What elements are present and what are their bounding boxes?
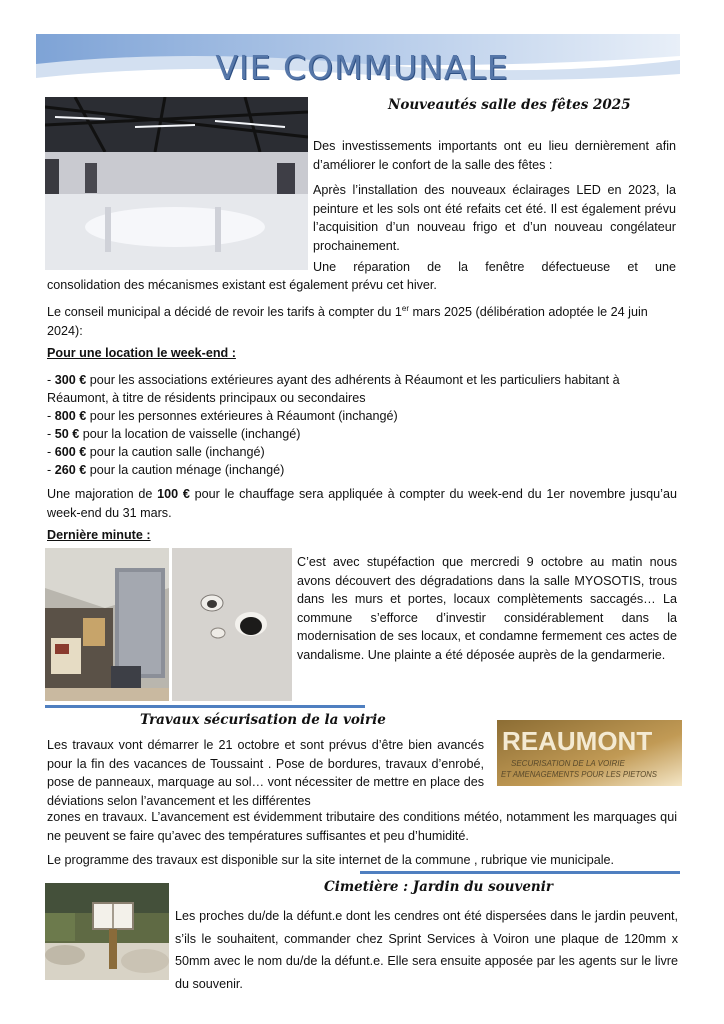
tarifs-intro-sup: er bbox=[401, 303, 410, 313]
tarif-item: - 800 € pour les personnes extérieures à Réaumont (inchangé) bbox=[47, 409, 398, 423]
vandalisme-photo-locaux bbox=[45, 548, 169, 701]
tarif-item: - 260 € pour la caution ménage (inchangé) bbox=[47, 463, 285, 477]
tarif-item: - 300 € pour les associations extérieures ayant des adhérents à Réaumont et les particuliers habitant à bbox=[47, 373, 620, 387]
travaux-paragraph-2: zones en travaux. L’avancement est évidemment tributaire des conditions météo, notamment les marquages qui ne peuvent se faire qu’avec des températures suffisantes et peu d’humidité. bbox=[47, 810, 677, 843]
logo-line-2: ET AMENAGEMENTS POUR LES PIETONS bbox=[501, 770, 657, 779]
reaumont-logo bbox=[497, 720, 682, 786]
travaux-heading: Travaux sécurisation de la voirie bbox=[140, 712, 386, 728]
travaux-paragraph-1: Les travaux vont démarrer le 21 octobre et sont prévus d’être bien avancés pour la fin des vacances de Toussaint . Pose de bordures, travaux d’enrobé, pose de panneaux, marquage au sol… vont nécessiter de mettre en place des déviations selon l’avancement et les différentes bbox=[47, 738, 484, 808]
section-divider bbox=[360, 871, 680, 874]
tarifs-intro bbox=[47, 303, 677, 340]
salle-paragraph-2: Après l’installation des nouveaux éclairages LED en 2023, la peinture et les sols ont été refaits cet été. Il est également prévu l’acquisition d’un nouveau frigo et d’un nouveau congélateur prochainement. bbox=[313, 183, 676, 253]
tarifs-intro-b: mars 2025 (délibération adoptée le 24 juin 2024): bbox=[47, 305, 648, 338]
salle-paragraph-3a: Une réparation de la fenêtre défectueuse et une bbox=[313, 260, 676, 274]
logo-word: REAUMONT bbox=[502, 726, 653, 756]
weekend-heading: Pour une location le week-end : bbox=[47, 346, 236, 360]
salle-des-fetes-photo bbox=[45, 97, 308, 270]
majoration-paragraph: Une majoration de 100 € pour le chauffage sera appliquée à compter du week-end du 1er novembre jusqu’au week-end du 31 mars. bbox=[47, 487, 677, 520]
tarif-item: - 50 € pour la location de vaisselle (inchangé) bbox=[47, 427, 301, 441]
derniere-minute-text: C’est avec stupéfaction que mercredi 9 octobre au matin nous avons découvert des dégradations dans la salle MYOSOTIS, trous dans les murs et portes, locaux complètements saccagés… La commune s’efforce d’investir considérablement dans la modernisation de ses locaux, et condamne fermement ces actes de vandalisme. Une plainte a été déposée auprès de la gendarmerie. bbox=[297, 555, 677, 662]
travaux-paragraph-3: Le programme des travaux est disponible sur la site internet de la commune , rubrique vie municipale. bbox=[47, 853, 615, 867]
logo-line-1: SECURISATION DE LA VOIRIE bbox=[511, 759, 625, 768]
tarif-item: Réaumont, à titre de résidents principaux ou secondaires bbox=[47, 391, 366, 405]
tarifs-intro-a: Le conseil municipal a décidé de revoir les tarifs à compter du 1 bbox=[47, 305, 402, 319]
tarif-item: - 600 € pour la caution salle (inchangé) bbox=[47, 445, 265, 459]
cimetiere-text: Les proches du/de la défunt.e dont les cendres ont été dispersées dans le jardin peuvent, s’ils le souhaitent, commander chez Sprint Services à Voiron une plaque de 120mm x 50mm avec le nom du/de la défunt.e. Elle sera ensuite apposée par les agents sur le livre du souvenir. bbox=[175, 909, 678, 991]
vandalisme-photo-trous bbox=[172, 548, 292, 701]
salle-paragraph-1: Des investissements importants ont eu lieu dernièrement afin d’améliorer le confort de la salle des fêtes : bbox=[313, 139, 676, 172]
cimetiere-heading: Cimetière : Jardin du souvenir bbox=[324, 879, 553, 895]
jardin-souvenir-photo bbox=[45, 883, 169, 980]
section-divider bbox=[45, 705, 365, 708]
derniere-minute-heading: Dernière minute : bbox=[47, 528, 151, 542]
salle-heading: Nouveautés salle des fêtes 2025 bbox=[388, 97, 631, 113]
page-title: VIE COMMUNALE bbox=[215, 48, 509, 87]
salle-paragraph-3b: consolidation des mécanismes existant est également prévu cet hiver. bbox=[47, 278, 437, 292]
